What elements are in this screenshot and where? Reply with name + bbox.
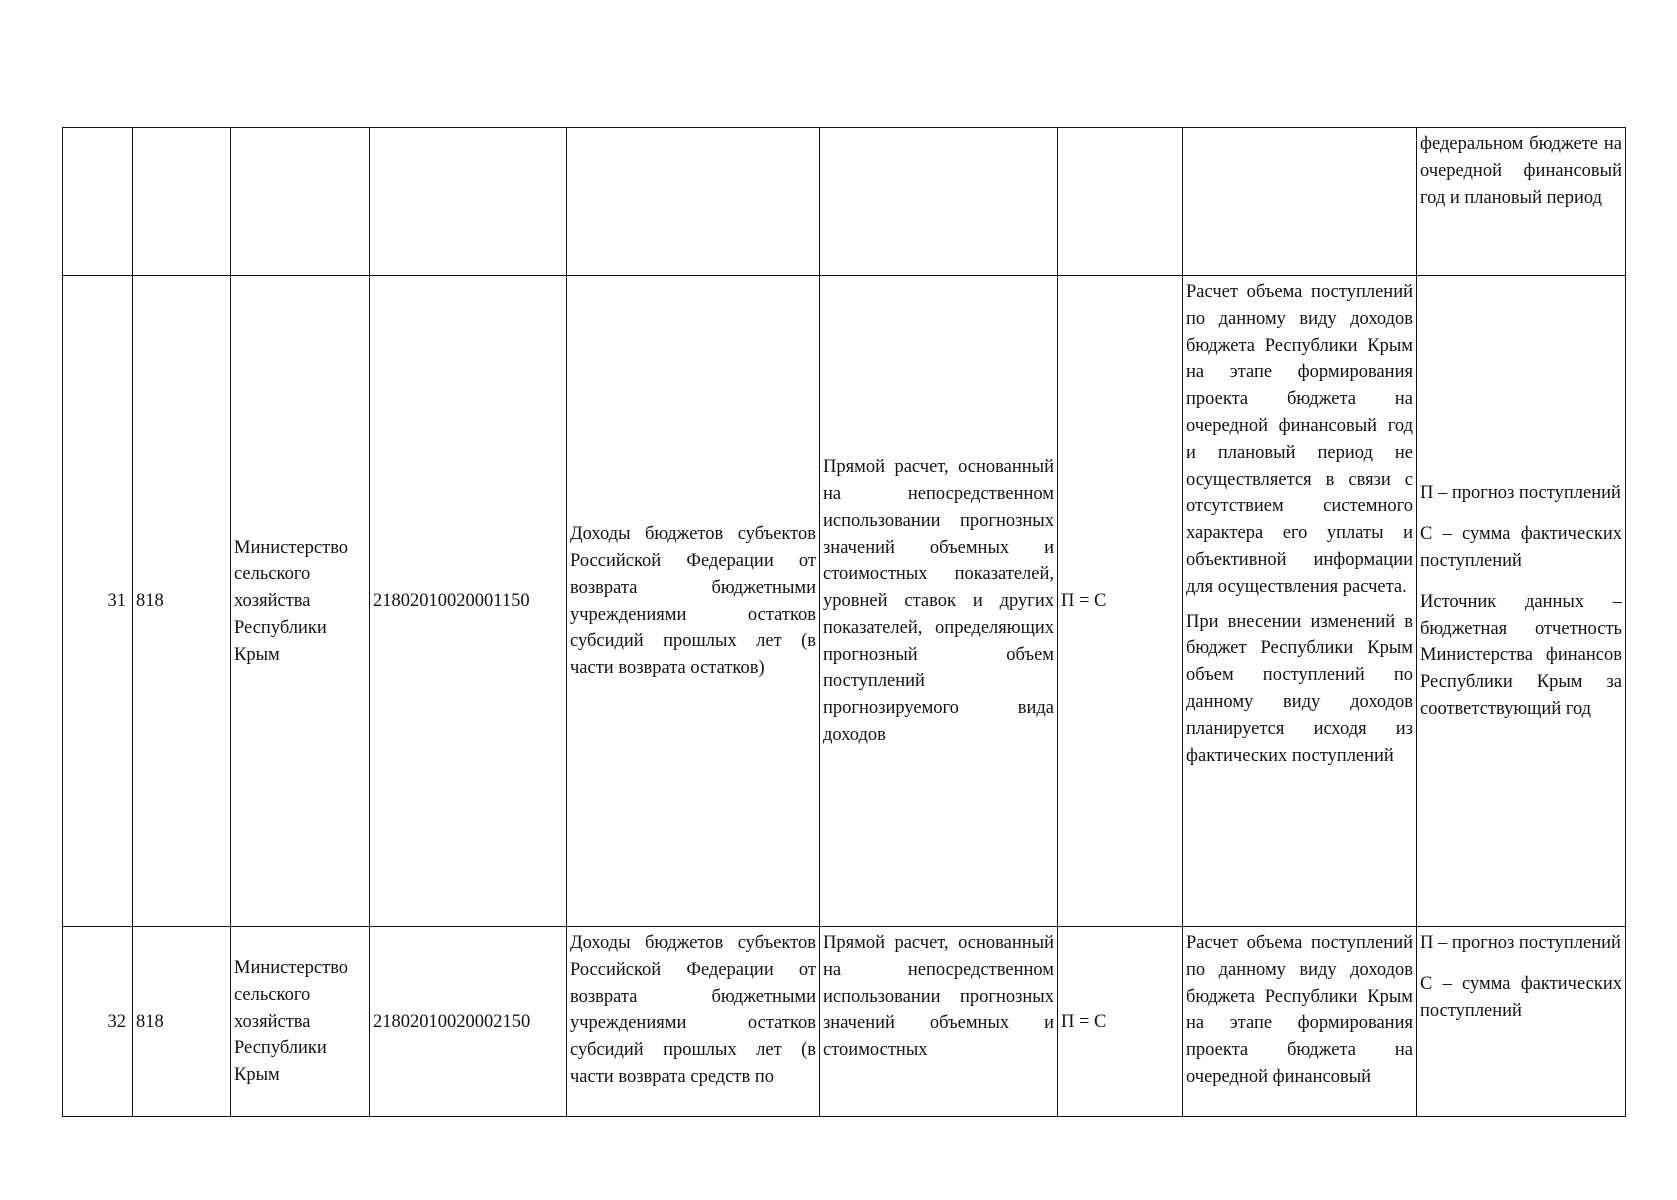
cell-method: Прямой расчет, основанный на непосредственном использовании прогнозных значений объемных и стоимостных	[820, 927, 1058, 1117]
algorithm-paragraph: При внесении изменений в бюджет Республики Крым объем поступлений по данному виду доходов планируется исходя из фактических поступлений	[1186, 611, 1413, 766]
table-row-continuation	[63, 128, 1626, 276]
cell-algorithm	[1183, 128, 1417, 276]
cell-admin-code: 818	[133, 276, 231, 927]
income-forecast-table	[62, 127, 1626, 1117]
cell-algorithm	[1183, 276, 1417, 927]
cell-indicators	[1417, 276, 1626, 927]
cell-formula: П = С	[1058, 927, 1183, 1117]
indicator-item: П – прогноз поступлений	[1420, 933, 1621, 953]
indicator-item: С – сумма фактических поступлений	[1420, 973, 1622, 1021]
table-row	[63, 276, 1626, 927]
cell-income-name: Доходы бюджетов субъектов Российской Федерации от возврата бюджетными учреждениями остатков субсидий прошлых лет (в части возврата остатков)	[567, 276, 820, 927]
cell-algorithm	[1183, 927, 1417, 1117]
cell-kbk: 21802010020001150	[370, 276, 567, 927]
table-row	[63, 927, 1626, 1117]
cell-income-name	[567, 128, 820, 276]
cell-admin-code: 818	[133, 927, 231, 1117]
cell-method	[820, 128, 1058, 276]
cell-indicators	[1417, 927, 1626, 1117]
indicator-item: Источник данных – бюджетная отчетность Министерства финансов Республики Крым за соответствующий год	[1420, 591, 1622, 719]
algorithm-paragraph: Расчет объема поступлений по данному виду доходов бюджета Республики Крым на этапе формирования проекта бюджета на очередной финансовый	[1186, 933, 1413, 1087]
cell-administrator: Министерство сельского хозяйства Республики Крым	[231, 276, 370, 927]
indicator-item: С – сумма фактических поступлений	[1420, 524, 1622, 571]
cell-formula: П = С	[1058, 276, 1183, 927]
continuation-note: федеральном бюджете на очередной финансовый год и плановый период	[1420, 134, 1622, 208]
cell-administrator: Министерство сельского хозяйства Республики Крым	[231, 927, 370, 1117]
cell-number: 32	[63, 927, 133, 1117]
cell-income-name: Доходы бюджетов субъектов Российской Федерации от возврата бюджетными учреждениями остатков субсидий прошлых лет (в части возврата средств по	[567, 927, 820, 1117]
cell-administrator	[231, 128, 370, 276]
cell-kbk: 21802010020002150	[370, 927, 567, 1117]
cell-formula	[1058, 128, 1183, 276]
cell-indicators	[1417, 128, 1626, 276]
cell-number: 31	[63, 276, 133, 927]
cell-number	[63, 128, 133, 276]
algorithm-paragraph: Расчет объема поступлений по данному виду доходов бюджета Республики Крым на этапе формирования проекта бюджета на очередной финансовый год и плановый период не осуществляется в связи с отсутствием системного характера его уплаты и объективной информации для осуществления расчета.	[1186, 282, 1413, 597]
indicator-item: П – прогноз поступлений	[1420, 483, 1621, 504]
cell-admin-code	[133, 128, 231, 276]
cell-method: Прямой расчет, основанный на непосредственном использовании прогнозных значений объемных и стоимостных показателей, уровней ставок и других показателей, определяющих прогнозный объем поступлений прогнозируемого вида доходов	[820, 276, 1058, 927]
cell-kbk	[370, 128, 567, 276]
